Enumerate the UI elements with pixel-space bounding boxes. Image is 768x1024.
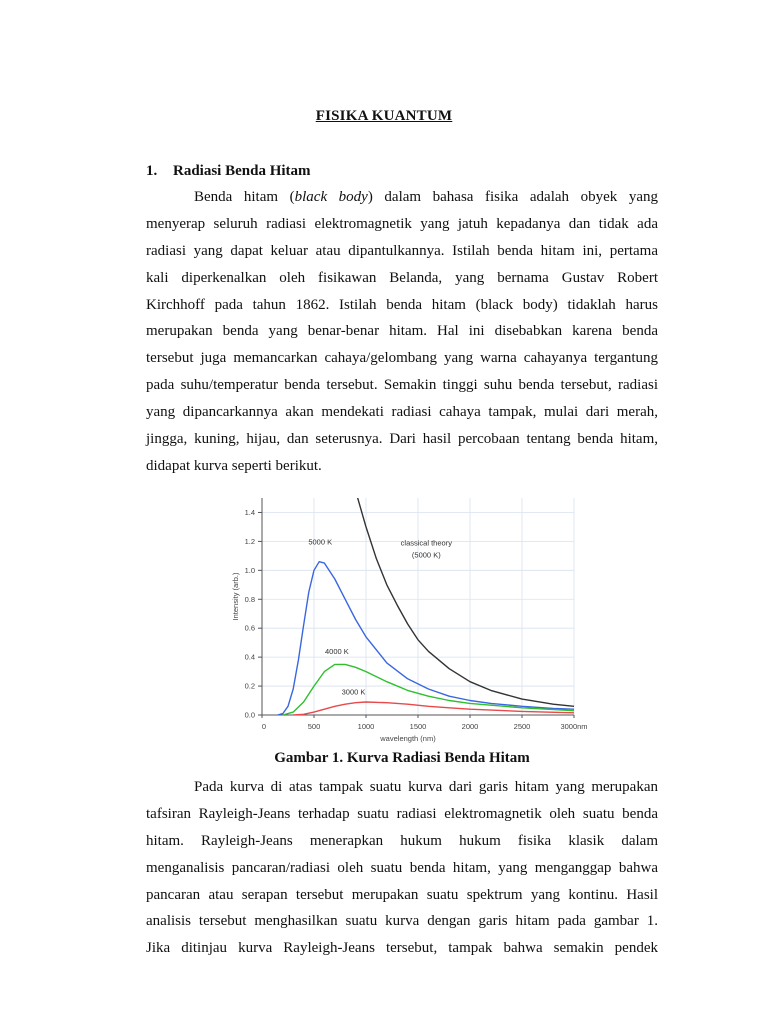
chart-svg xyxy=(228,490,594,752)
x-tick-label: 1500 xyxy=(409,722,427,731)
x-axis-label: wavelength (nm) xyxy=(380,734,436,743)
x-tick-label: 500 xyxy=(307,722,321,731)
paragraph-1-line: radiasi yang dapat keluar atau dipantulkannya. Istilah benda hitam ini, pertama xyxy=(146,242,658,259)
y-tick-label: 0.2 xyxy=(244,681,255,691)
y-tick-label: 1.2 xyxy=(244,536,255,546)
paragraph-1-line: Kirchhoff pada tahun 1862. Istilah benda hitam (black body) tidaklah harus xyxy=(146,296,658,313)
paragraph-1 xyxy=(146,184,658,480)
curve-label-classical: classical theory xyxy=(400,538,452,548)
paragraph-2-line: analisis tersebut menghasilkan suatu kurva dengan garis hitam pada gambar 1. xyxy=(146,913,658,930)
paragraph-1-line: pada suhu/temperatur benda tersebut. Semakin tinggi suhu benda tersebut, radiasi xyxy=(146,377,658,394)
document-title: FISIKA KUANTUM xyxy=(315,108,453,124)
y-tick-label: 0.6 xyxy=(244,623,255,633)
paragraph-1-line: jingga, kuning, hijau, dan seterusnya. Dari hasil percobaan tentang benda hitam, xyxy=(146,431,658,448)
y-tick-label: 0.8 xyxy=(244,594,255,604)
paragraph-2-line: hitam. Rayleigh-Jeans menerapkan hukum hukum fisika klasik dalam xyxy=(146,832,658,849)
paragraph-1-line xyxy=(146,184,658,211)
paragraph-1-line: tersebut juga memancarkan cahaya/gelombang yang warna cahayanya tergantung xyxy=(146,350,658,367)
curve-label-5000k: 5000 K xyxy=(308,537,333,547)
x-tick-label: 2500 xyxy=(513,722,531,731)
section-number: 1. xyxy=(146,163,158,179)
figure-caption: Gambar 1. Kurva Radiasi Benda Hitam xyxy=(274,750,530,766)
paragraph-1-line: didapat kurva seperti berikut. xyxy=(146,457,322,474)
paragraph-1-line: kali diperkenalkan oleh fisikawan Belanda, yang bernama Gustav Robert xyxy=(146,269,658,286)
blackbody-chart xyxy=(228,490,594,752)
section-heading xyxy=(146,163,311,180)
paragraph-2-line: Jika ditinjau kurva Rayleigh-Jeans tersebut, tampak bahwa semakin pendek xyxy=(146,940,658,957)
paragraph-2-line: pancaran atau serapan tersebut merupakan suatu spektrum yang kontinu. Hasil xyxy=(146,886,658,903)
text-run: Benda hitam ( xyxy=(194,189,295,205)
paragraph-1-line: yang dipancarkannya akan mendekati radiasi cahaya tampak, mulai dari merah, xyxy=(146,404,658,421)
paragraph-2-line: menganalisis pancaran/radiasi oleh suatu benda hitam, yang menganggap bahwa xyxy=(146,859,658,876)
series-line xyxy=(356,491,574,707)
paragraph-2 xyxy=(146,774,658,962)
x-tick-label: 3000nm xyxy=(560,722,588,731)
y-tick-label: 1.4 xyxy=(244,507,255,517)
curve-label-4000k: 4000 K xyxy=(324,647,349,657)
curve-label-classical-temp: (5000 K) xyxy=(411,550,441,560)
y-tick-label: 0.4 xyxy=(244,652,255,662)
paragraph-1-line: merupakan benda yang benar-benar hitam. Hal ini disebabkan karena benda xyxy=(146,323,658,340)
text-run: ) dalam bahasa fisika adalah obyek yang xyxy=(367,189,658,205)
series-line xyxy=(278,562,574,715)
paragraph-2-line: Pada kurva di atas tampak suatu kurva dari garis hitam yang merupakan xyxy=(194,779,658,795)
curve-label-3000k: 3000 K xyxy=(341,687,366,697)
x-tick-label: 1000 xyxy=(357,722,375,731)
x-tick-label: 2000 xyxy=(461,722,479,731)
paragraph-2-line: tafsiran Rayleigh-Jeans terhadap suatu radiasi elektromagnetik oleh suatu benda xyxy=(146,805,658,822)
italic-term: black body xyxy=(294,189,368,205)
y-axis-label: Intensity (arb.) xyxy=(231,572,240,621)
paragraph-1-line: menyerap seluruh radiasi elektromagnetik yang jatuh kepadanya dan tidak ada xyxy=(146,215,658,232)
y-tick-label: 1.0 xyxy=(244,565,255,575)
y-tick-label: 0.0 xyxy=(244,710,255,720)
section-title: Radiasi Benda Hitam xyxy=(173,163,311,179)
x-tick-label: 0 xyxy=(261,722,267,731)
